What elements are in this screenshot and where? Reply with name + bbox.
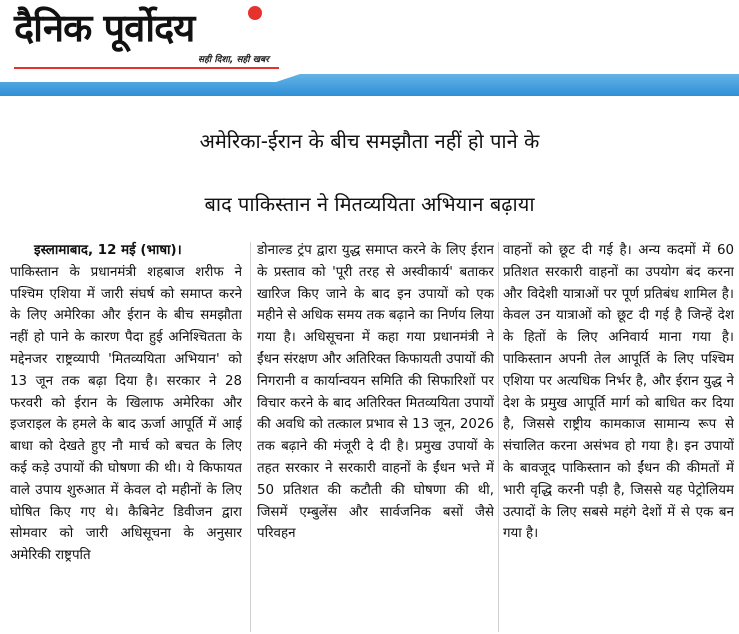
masthead-red-rule xyxy=(14,67,279,69)
article-column-2 xyxy=(257,240,494,632)
column-3-text: वाहनों को छूट दी गई है। अन्य कदमों में 60 प्रतिशत सरकारी वाहनों का उपयोग बंद करना और विदेशी यात्राओं पर पूर्ण प्रतिबंध शामिल है। केवल उन यात्राओं को छूट दी गई है जिन्हें देश के हितों के लिए अनिवार्य माना गया है। पाकिस्तान अपनी तेल आपूर्ति के लिए पश्चिम एशिया पर अत्यधिक निर्भर है, और ईरान युद्ध ने देश के प्रमुख आपूर्ति मार्ग को बाधित कर दिया है, जिससे राष्ट्रीय कामकाज सामान्य रूप से संचालित करना असंभव हो गया है। इन उपायों के बावजूद पाकिस्तान को ईंधन की कीमतों में भारी वृद्धि करनी पड़ी है, जिससे यह पेट्रोलियम उत्पादों के लिए सबसे महंगे देशों में से एक बन गया है। xyxy=(503,243,734,542)
column-1-text: पाकिस्तान के प्रधानमंत्री शहबाज शरीफ ने पश्चिम एशिया में जारी संघर्ष को समाप्त करने के लिए अमेरिका और ईरान के बीच समझौता नहीं हो पाने के कारण पैदा हुई अनिश्चितता के मद्देनजर राष्ट्रव्यापी 'मितव्ययिता अभियान' को 13 जून तक बढ़ा दिया है। सरकार ने 28 फरवरी को ईरान के खिलाफ अमेरिका और इजराइल के हमले के बाद ऊर्जा आपूर्ति में आई बाधा को देखते हुए नौ मार्च को बचत के लिए कई कड़े उपायों की घोषणा की थी। ये किफायत वाले उपाय शुरुआत में केवल दो महीनों के लिए घोषित किए गए थे। कैबिनेट डिवीजन द्वारा सोमवार को जारी अधिसूचना के अनुसार अमेरिकी राष्ट्रपति xyxy=(10,264,242,564)
article-body xyxy=(10,240,734,632)
column-2-text: डोनाल्ड ट्रंप द्वारा युद्ध समाप्त करने के लिए ईरान के प्रस्ताव को 'पूरी तरह से अस्वीकार्य' बताकर खारिज किए जाने के बाद इन उपायों को एक महीने से अधिक समय तक बढ़ाने का निर्णय लिया गया है। अधिसूचना में कहा गया प्रधानमंत्री ने ईंधन संरक्षण और अतिरिक्त किफायती उपायों की निगरानी व कार्यान्वयन समिति की सिफारिशों पर विचार करने के बाद अतिरिक्त मितव्ययिता उपायों की अवधि को तत्काल प्रभाव से 13 जून, 2026 तक बढ़ाने की मंजूरी दे दी है। प्रमुख उपायों के तहत सरकार ने सरकारी वाहनों के ईंधन भत्ते में 50 प्रतिशत की कटौती की घोषणा की थी, जिसमें एम्बुलेंस और सार्वजनिक बसों जैसे परिवहन xyxy=(257,243,494,542)
tagline: सही दिशा, सही खबर xyxy=(198,55,269,65)
newspaper-logo: दैनिक पूर्वोदय xyxy=(14,6,195,50)
article-column-3 xyxy=(503,240,734,632)
band-cutout xyxy=(0,74,300,82)
column-divider xyxy=(250,242,251,632)
column-divider xyxy=(498,242,499,632)
headline-line-1: अमेरिका-ईरान के बीच समझौता नहीं हो पाने के xyxy=(199,129,540,153)
article-column-1 xyxy=(10,240,242,632)
headline-line-2: बाद पाकिस्तान ने मितव्ययिता अभियान बढ़ाया xyxy=(204,192,535,216)
article-headline xyxy=(12,110,727,236)
logo-dot-icon xyxy=(248,6,262,20)
masthead xyxy=(0,0,739,92)
dateline: इस्लामाबाद, 12 मई (भाषा)। xyxy=(34,243,182,258)
